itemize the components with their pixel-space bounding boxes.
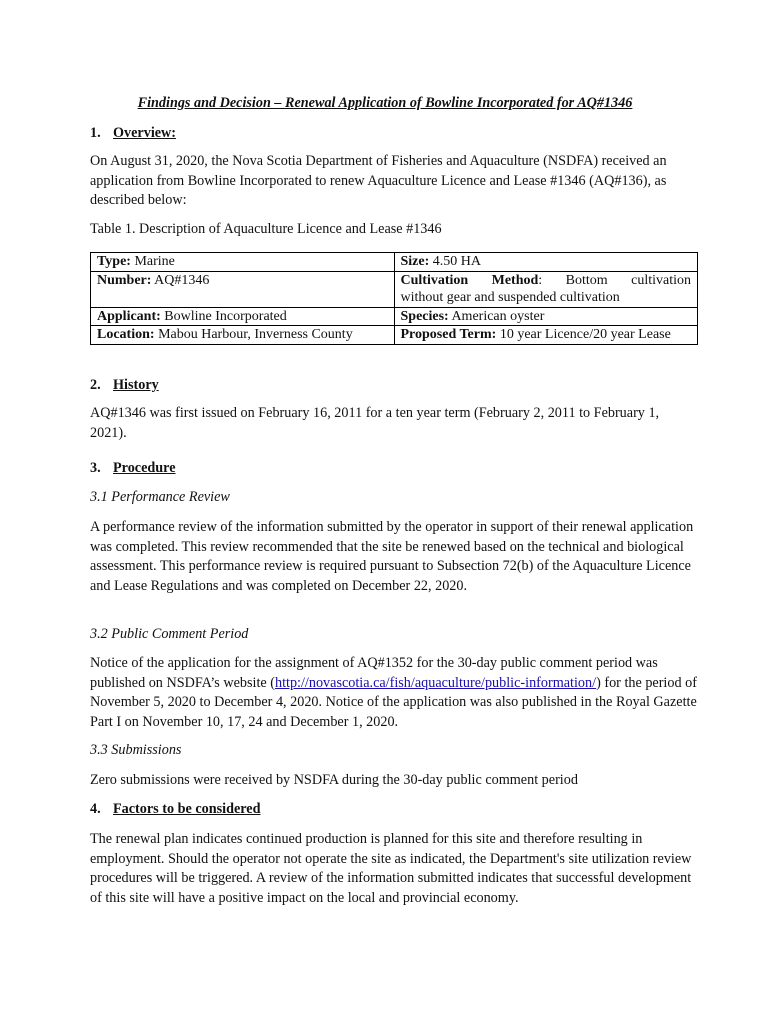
size-label: Size: — [400, 254, 430, 269]
type-value: Marine — [130, 254, 175, 269]
table-cell-species — [394, 307, 698, 326]
subsection-title-performance-review: 3.1 Performance Review — [90, 489, 230, 505]
overview-paragraph: On August 31, 2020, the Nova Scotia Department of Fisheries and Aquaculture (NSDFA) received an application from Bowline Incorporated to renew Aquaculture Licence and Lease #1346 (AQ#136), as described below: — [90, 153, 667, 208]
number-value: AQ#1346 — [151, 272, 210, 288]
public-comment-text-a: Notice of the application for the assignment of AQ#1352 for the 30-day public comment period was published on NSDFA’s website ( — [90, 655, 658, 691]
history-paragraph: AQ#1346 was first issued on February 16, 2011 for a ten year term (February 2, 2011 to February 1, 2021). — [90, 405, 660, 441]
table-row — [91, 253, 698, 272]
section-title: Procedure — [113, 460, 176, 476]
section-number: 4. — [90, 801, 101, 817]
method-label: Cultivation Method — [400, 272, 539, 288]
section-number: 2. — [90, 377, 101, 393]
table-cell-method — [394, 271, 698, 307]
method-value-1: : Bottom cultivation — [538, 272, 691, 288]
term-label: Proposed Term: — [400, 327, 497, 342]
section-number: 3. — [90, 460, 101, 476]
section-heading-overview — [90, 124, 698, 144]
species-value: American oyster — [448, 308, 545, 324]
size-value: 4.50 HA — [429, 254, 481, 269]
table-cell-term — [394, 326, 698, 345]
species-label: Species: — [400, 308, 449, 324]
method-line-1 — [401, 272, 692, 290]
applicant-label: Applicant: — [97, 308, 161, 324]
location-value: Mabou Harbour, Inverness County — [154, 327, 353, 342]
location-label: Location: — [97, 327, 155, 342]
table-cell-location — [91, 326, 395, 345]
performance-review-paragraph: A performance review of the information submitted by the operator in support of their renewal application was completed. This review recommended that the site be renewed based on the technical and biological assessment. This performance review is required pursuant to Subsection 72(b) of the Aquaculture Licence and Lease Regulations and was completed on December 22, 2020. — [90, 519, 694, 594]
submissions-paragraph: Zero submissions were received by NSDFA during the 30-day public comment period — [90, 772, 578, 788]
table-cell-applicant — [91, 307, 395, 326]
table-cell-number — [91, 271, 395, 307]
section-title: Factors to be considered — [113, 801, 261, 817]
licence-description-table — [90, 252, 698, 345]
table-caption: Table 1. Description of Aquaculture Licence and Lease #1346 — [90, 221, 442, 237]
type-label: Type: — [97, 254, 131, 269]
number-label: Number: — [97, 272, 152, 288]
table-row — [91, 271, 698, 307]
factors-paragraph: The renewal plan indicates continued production is planned for this site and therefore resulting in employment. Should the operator not operate the site as indicated, the Department's site utilization review procedures will be triggered. A review of the information submitted indicates that successful development of this site will have a positive impact on the local and provincial economy. — [90, 831, 692, 906]
public-comment-text-b: ) for the period of November 5, 2020 to December 4, 2020. Notice of the application was also published in the Royal Gazette Part I on November 10, 17, 24 and December 1, 2020. — [90, 674, 697, 730]
table-row — [91, 307, 698, 326]
subsection-title-public-comment: 3.2 Public Comment Period — [90, 626, 249, 642]
table-cell-type — [91, 253, 395, 272]
applicant-value: Bowline Incorporated — [160, 308, 287, 324]
subsection-title-submissions: 3.3 Submissions — [90, 742, 182, 758]
section-heading-factors — [90, 800, 698, 820]
section-title: Overview: — [113, 125, 177, 141]
public-comment-paragraph — [90, 654, 698, 732]
term-value: 10 year Licence/20 year Lease — [496, 327, 671, 342]
section-title: History — [113, 377, 159, 393]
table-row — [91, 326, 698, 345]
section-heading-procedure — [90, 459, 698, 479]
nsdfa-website-link[interactable]: http://novascotia.ca/fish/aquaculture/public-information/ — [274, 674, 597, 691]
section-heading-history — [90, 376, 698, 396]
document-title: Findings and Decision – Renewal Application of Bowline Incorporated for AQ#1346 — [137, 95, 633, 111]
section-number: 1. — [90, 125, 101, 141]
method-value-2: without gear and suspended cultivation — [400, 290, 620, 305]
table-cell-size — [394, 253, 698, 272]
